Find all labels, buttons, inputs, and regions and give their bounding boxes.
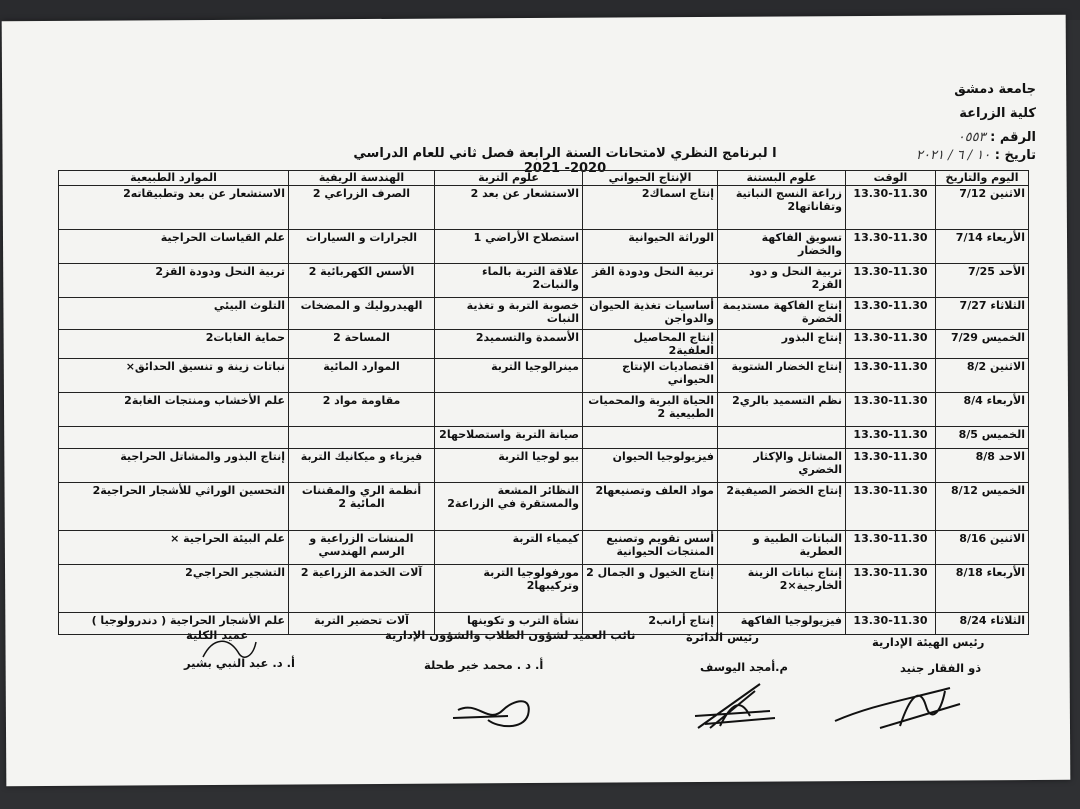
reference-line: الرقم : ٠٥٥٣: [957, 130, 1036, 145]
course-cell: مقاومة مواد 2: [289, 393, 435, 427]
course-cell: أساسيات تغذية الحيوان والدواجن: [583, 298, 718, 330]
course-cell: [59, 427, 289, 449]
course-cell: الاستشعار عن بعد 2: [435, 186, 583, 230]
date-value: ١٠ / ٦ / ٢٠٢١: [916, 148, 991, 163]
course-cell: إنتاج البذور والمشاتل الحراجية: [59, 449, 289, 483]
day-date-cell: الاحد 8/8: [936, 449, 1029, 483]
table-row: [59, 449, 1029, 483]
table-row: [59, 230, 1029, 264]
course-cell: الوراثة الحيوانية: [583, 230, 718, 264]
table-row: [59, 359, 1029, 393]
course-cell: علم الأشجار الحراجية ( دندرولوجيا ): [59, 613, 289, 635]
column-header: الهندسة الريفية: [289, 171, 435, 186]
course-cell: الحياة البرية والمحميات الطبيعية 2: [583, 393, 718, 427]
day-date-cell: الخميس 7/29: [936, 330, 1029, 359]
admin-title: رئيس الهيئة الإدارية: [872, 635, 985, 649]
day-date-cell: الأربعاء 8/18: [936, 565, 1029, 613]
time-cell: 13.30-11.30: [846, 298, 936, 330]
table-row: [59, 393, 1029, 427]
time-cell: 13.30-11.30: [846, 483, 936, 531]
table-row: [59, 565, 1029, 613]
course-cell: التشجير الحراجي2: [59, 565, 289, 613]
column-header: الوقت: [846, 171, 936, 186]
day-date-cell: الخميس 8/5: [936, 427, 1029, 449]
course-cell: نشأة الترب و تكوينها: [435, 613, 583, 635]
time-cell: 13.30-11.30: [846, 359, 936, 393]
time-cell: 13.30-11.30: [846, 531, 936, 565]
vice-dean-title: نائب العميد لشؤون الطلاب والشؤون الإدارية: [385, 628, 636, 642]
course-cell: اقتصاديات الإنتاج الحيواني: [583, 359, 718, 393]
time-cell: 13.30-11.30: [846, 427, 936, 449]
table-row: [59, 264, 1029, 298]
course-cell: تربية النحل ودودة القز: [583, 264, 718, 298]
course-cell: الصرف الزراعي 2: [289, 186, 435, 230]
course-cell: النباتات الطبية و العطرية: [718, 531, 846, 565]
vice-dean-name: أ. د . محمد خير طحلة: [424, 658, 544, 672]
column-header: الإنتاج الحيواني: [583, 171, 718, 186]
time-cell: 13.30-11.30: [846, 264, 936, 298]
course-cell: المساحة 2: [289, 330, 435, 359]
table-row: [59, 531, 1029, 565]
course-cell: آلات الخدمة الزراعية 2: [289, 565, 435, 613]
document-title: ا لبرنامج النظري لامتحانات السنة الرابعة فصل ثاني للعام الدراسي 2020- 2021: [353, 146, 777, 176]
signature-dean: [198, 632, 258, 672]
exam-schedule-table: [58, 170, 1029, 635]
table-row: [59, 330, 1029, 359]
course-cell: تسويق الفاكهة والخضار: [718, 230, 846, 264]
dean-title: عميد الكلية: [186, 628, 249, 642]
letterhead: [916, 78, 1036, 168]
day-date-cell: الأربعاء 7/14: [936, 230, 1029, 264]
course-cell: فيزياء و ميكانيك التربة: [289, 449, 435, 483]
course-cell: تربية النحل ودودة القز2: [59, 264, 289, 298]
time-cell: 13.30-11.30: [846, 565, 936, 613]
course-cell: الموارد المائية: [289, 359, 435, 393]
course-cell: الهيدروليك و المضخات: [289, 298, 435, 330]
course-cell: النظائر المشعة والمستقرة في الزراعة2: [435, 483, 583, 531]
course-cell: مورفولوجيا التربة وتركيبها2: [435, 565, 583, 613]
faculty-name: كلية الزراعة: [959, 106, 1036, 121]
course-cell: إنتاج نباتات الزينة الخارجية×2: [718, 565, 846, 613]
column-header: اليوم والتاريخ: [936, 171, 1029, 186]
course-cell: المنشات الزراعية و الرسم الهندسي: [289, 531, 435, 565]
day-date-cell: الثلاثاء 8/24: [936, 613, 1029, 635]
course-cell: كيمياء التربة: [435, 531, 583, 565]
course-cell: إنتاج الخضر الصيفية2: [718, 483, 846, 531]
time-cell: 13.30-11.30: [846, 449, 936, 483]
time-cell: 13.30-11.30: [846, 186, 936, 230]
time-cell: 13.30-11.30: [846, 330, 936, 359]
university-name: جامعة دمشق: [954, 82, 1036, 97]
course-cell: خصوبة التربة و تغذية النبات: [435, 298, 583, 330]
course-cell: [718, 427, 846, 449]
day-date-cell: الاثنين 7/12: [936, 186, 1029, 230]
course-cell: إنتاج الخيول و الجمال 2: [583, 565, 718, 613]
course-cell: مينرالوجيا التربة: [435, 359, 583, 393]
course-cell: أسس تقويم وتصنيع المنتجات الحيوانية: [583, 531, 718, 565]
admin-name: ذو الفقار جنيد: [900, 661, 982, 675]
dept-title: رئيس الدائرة: [686, 630, 759, 644]
course-cell: علاقة التربة بالماء والنبات2: [435, 264, 583, 298]
course-cell: إنتاج الخضار الشتوية: [718, 359, 846, 393]
course-cell: المشاتل والإكثار الخضري: [718, 449, 846, 483]
course-cell: التلوث البيئي: [59, 298, 289, 330]
course-cell: التحسين الوراثي للأشجار الحراجية2: [59, 483, 289, 531]
course-cell: إنتاج المحاصيل العلفية2: [583, 330, 718, 359]
course-cell: بيو لوجيا التربة: [435, 449, 583, 483]
course-cell: صيانة التربة واستصلاحها2: [435, 427, 583, 449]
time-cell: 13.30-11.30: [846, 613, 936, 635]
course-cell: علم الأخشاب ومنتجات الغابة2: [59, 393, 289, 427]
course-cell: الاستشعار عن بعد وتطبيقاته2: [59, 186, 289, 230]
course-cell: إنتاج اسماك2: [583, 186, 718, 230]
day-date-cell: الأربعاء 8/4: [936, 393, 1029, 427]
course-cell: استصلاح الأراضي 1: [435, 230, 583, 264]
course-cell: الجرارات و السيارات: [289, 230, 435, 264]
course-cell: [435, 393, 583, 427]
reference-label: الرقم: [999, 130, 1036, 145]
reference-number: ٠٥٥٣: [957, 130, 986, 145]
column-header: علوم البستنة: [718, 171, 846, 186]
time-cell: 13.30-11.30: [846, 230, 936, 264]
table-row: [59, 427, 1029, 449]
course-cell: الأسس الكهربائية 2: [289, 264, 435, 298]
table-header-row: [59, 171, 1029, 186]
column-header: الموارد الطبيعية: [59, 171, 289, 186]
table-row: [59, 186, 1029, 230]
course-cell: فيزيولوجيا الفاكهة: [718, 613, 846, 635]
course-cell: إنتاج البذور: [718, 330, 846, 359]
day-date-cell: الأحد 7/25: [936, 264, 1029, 298]
course-cell: نباتات زينة و تنسيق الحدائق×: [59, 359, 289, 393]
date-line: تاريخ : ١٠ / ٦ / ٢٠٢١: [916, 148, 1036, 163]
course-cell: [289, 427, 435, 449]
course-cell: أنظمة الري والمقننات المائية 2: [289, 483, 435, 531]
date-label: تاريخ: [1004, 148, 1036, 163]
table-row: [59, 298, 1029, 330]
day-date-cell: الاثنين 8/2: [936, 359, 1029, 393]
signature-vice-dean: [448, 680, 548, 735]
column-header: علوم التربة: [435, 171, 583, 186]
signature-dept: [690, 676, 780, 736]
dept-name: م.أمجد اليوسف: [700, 660, 788, 674]
course-cell: نظم التسميد بالري2: [718, 393, 846, 427]
dean-name: أ. د. عبد النبي بشير: [184, 656, 295, 670]
course-cell: آلات تحضير التربة: [289, 613, 435, 635]
course-cell: حماية الغابات2: [59, 330, 289, 359]
course-cell: إنتاج أرانب2: [583, 613, 718, 635]
course-cell: فيزيولوجيا الحيوان: [583, 449, 718, 483]
table-row: [59, 483, 1029, 531]
course-cell: زراعة النسج النباتية وتقاناتها2: [718, 186, 846, 230]
course-cell: تربية النحل و دود القز2: [718, 264, 846, 298]
course-cell: الأسمدة والتسميد2: [435, 330, 583, 359]
course-cell: إنتاج الفاكهة مستديمة الخضرة: [718, 298, 846, 330]
day-date-cell: الخميس 8/12: [936, 483, 1029, 531]
signature-admin: [830, 676, 970, 736]
day-date-cell: الاثنين 8/16: [936, 531, 1029, 565]
course-cell: [583, 427, 718, 449]
time-cell: 13.30-11.30: [846, 393, 936, 427]
course-cell: مواد العلف وتصنيعها2: [583, 483, 718, 531]
course-cell: علم القياسات الحراجية: [59, 230, 289, 264]
course-cell: علم البيئة الحراجية ×: [59, 531, 289, 565]
day-date-cell: الثلاثاء 7/27: [936, 298, 1029, 330]
